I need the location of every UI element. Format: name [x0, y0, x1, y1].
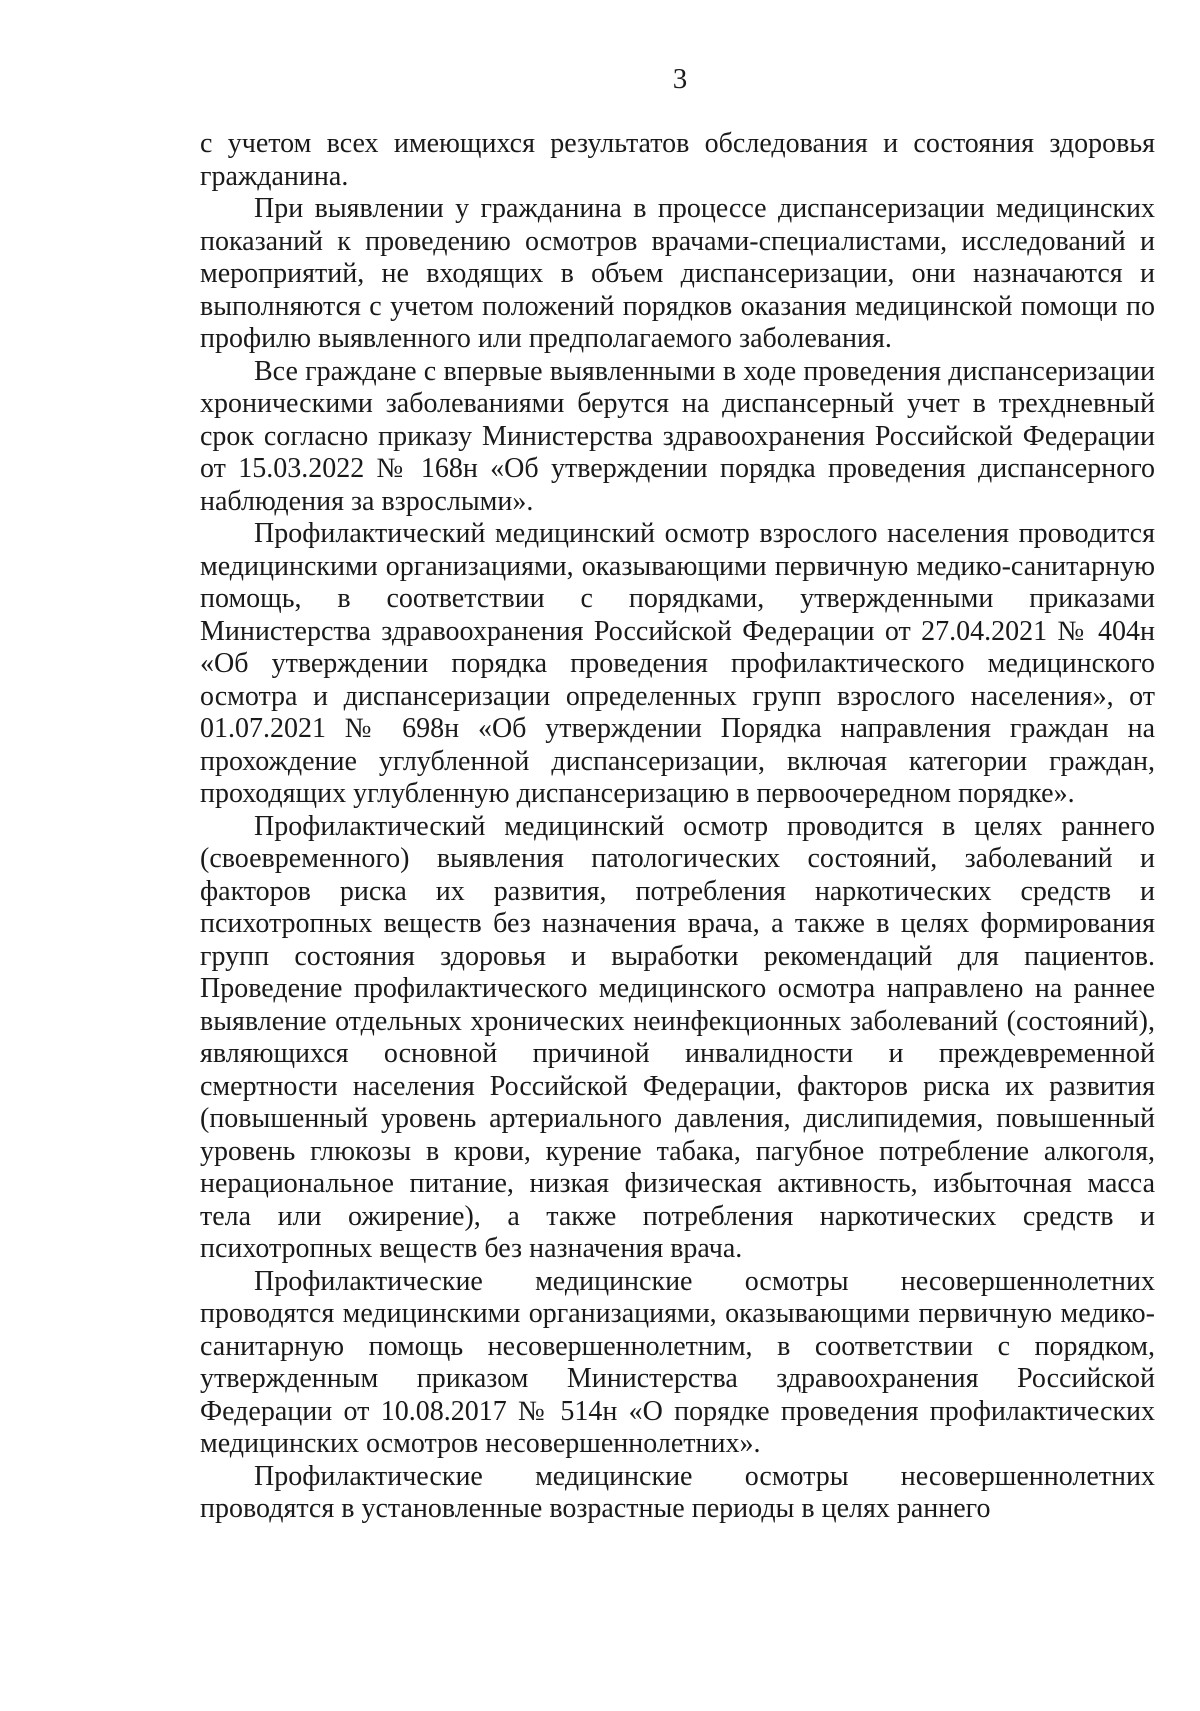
paragraph: Профилактический медицинский осмотр взрослого населения проводится медицинскими организациями, оказывающими первичную медико-санитарную помощь, в соответствии с порядками, утвержденными приказами Министерства здравоохранения Российской Федерации от 27.04.2021 № 404н «Об утверждении порядка проведения профилактического медицинского осмотра и диспансеризации определенных групп взрослого населения», от 01.07.2021 № 698н «Об утверждении Порядка направления граждан на прохождение углубленной диспансеризации, включая категории граждан, проходящих углубленную диспансеризацию в первоочередном порядке».: [200, 518, 1155, 809]
paragraph: Профилактические медицинские осмотры несовершеннолетних проводятся медицинскими организациями, оказывающими первичную медико-санитарную помощь несовершеннолетним, в соответствии с порядком, утвержденным приказом Министерства здравоохранения Российской Федерации от 10.08.2017 № 514н «О порядке проведения профилактических медицинских осмотров несовершеннолетних».: [200, 1265, 1155, 1459]
paragraph: Профилактический медицинский осмотр проводится в целях раннего (своевременного) выявления патологических состояний, заболеваний и факторов риска их развития, потребления наркотических средств и психотропных веществ без назначения врача, а также в целях формирования групп состояния здоровья и выработки рекомендаций для пациентов. Проведение профилактического медицинского осмотра направлено на раннее выявление отдельных хронических неинфекционных заболеваний (состояний), являющихся основной причиной инвалидности и преждевременной смертности населения Российской Федерации, факторов риска их развития (повышенный уровень артериального давления, дислипидемия, повышенный уровень глюкозы в крови, курение табака, пагубное потребление алкоголя, нерациональное питание, низкая физическая активность, избыточная масса тела или ожирение), а также потребления наркотических средств и психотропных веществ без назначения врача.: [200, 810, 1155, 1264]
document-body: [200, 128, 1155, 1526]
page-number: 3: [672, 63, 688, 95]
paragraph: При выявлении у гражданина в процессе диспансеризации медицинских показаний к проведению осмотров врачами-специалистами, исследований и мероприятий, не входящих в объем диспансеризации, они назначаются и выполняются с учетом положений порядков оказания медицинской помощи по профилю выявленного или предполагаемого заболевания.: [200, 193, 1155, 354]
paragraph: Все граждане с впервые выявленными в ходе проведения диспансеризации хроническими заболеваниями берутся на диспансерный учет в трехдневный срок согласно приказу Министерства здравоохранения Российской Федерации от 15.03.2022 № 168н «Об утверждении порядка проведения диспансерного наблюдения за взрослыми».: [200, 355, 1155, 517]
paragraph: Профилактические медицинские осмотры несовершеннолетних проводятся в установленные возрастные периоды в целях раннего: [200, 1460, 1155, 1524]
paragraph-continuation: с учетом всех имеющихся результатов обследования и состояния здоровья гражданина.: [200, 128, 1155, 192]
